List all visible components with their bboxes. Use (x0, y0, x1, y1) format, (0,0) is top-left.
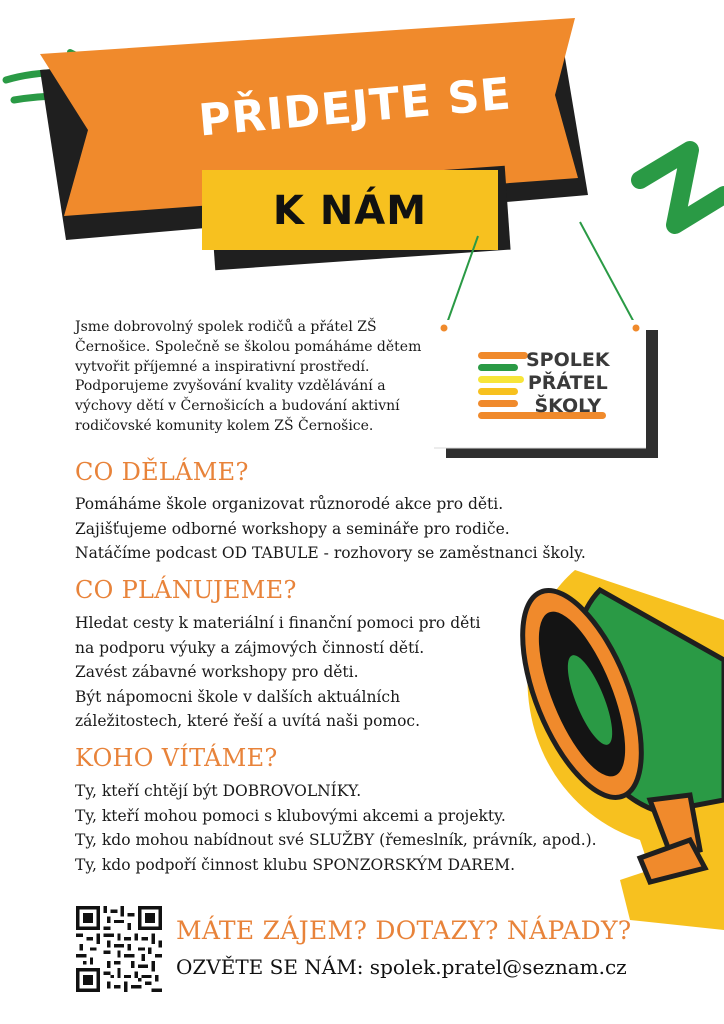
intro-paragraph: Jsme dobrovolný spolek rodičů a přátel ZŠ Černošice. Společně se školou pomáháme dětem vytvořit příjemné a inspirativní prostředí. Podporujeme zvyšování kvality vzdělávání a výchovy dětí v Černošicích a budování aktivní rodičovské komunity kolem ZŠ Černošice. (75, 319, 422, 434)
logo-line-1: SPOLEK (526, 349, 610, 371)
contact-email-line[interactable]: OZVĚTE SE NÁM: spolek.pratel@seznam.cz (176, 955, 627, 979)
section-heading-plans: CO PLÁNUJEME? (75, 576, 297, 604)
logo-line-2: PŘÁTEL (527, 372, 608, 394)
list-item: Ty, kdo podpoří činnost klubu SPONZORSKÝM DAREM. (75, 855, 516, 874)
green-zigzag-decoration (640, 150, 724, 225)
list-item: Být nápomocni škole v dalších aktuálních (75, 687, 401, 706)
section-list-welcome (75, 779, 597, 877)
section-heading-what-we-do: CO DĚLÁME? (75, 458, 249, 486)
logo-bar-green (478, 364, 518, 371)
list-item: Zajišťujeme odborné workshopy a semináře pro rodiče. (75, 519, 510, 538)
logo-text (526, 349, 610, 418)
list-item: Ty, kdo mohou nabídnout své SLUŽBY (řemeslník, právník, apod.). (75, 831, 597, 849)
section-list-plans (75, 611, 480, 734)
logo-bar-yellow (478, 376, 524, 383)
logo-line-3: ŠKOLY (534, 395, 602, 417)
section-list-what-we-do (75, 492, 586, 566)
list-item: Zavést zábavné workshopy pro děti. (75, 663, 359, 681)
contact-question: MÁTE ZÁJEM? DOTAZY? NÁPADY? (176, 916, 632, 945)
list-item: Pomáháme škole organizovat různorodé akce pro děti. (75, 495, 504, 513)
logo-bar-orange-2 (478, 400, 518, 407)
list-item: Hledat cesty k materiální i finanční pomoci pro děti (75, 614, 481, 632)
list-item: záležitostech, které řeší a uvítá naši pomoc. (75, 712, 421, 730)
list-item: Natáčíme podcast OD TABULE - rozhovory se zaměstnanci školy. (75, 544, 586, 562)
qr-code[interactable] (76, 906, 162, 992)
banner-subtitle: K NÁM (272, 188, 428, 234)
banner-title: PŘIDEJTE SE (196, 68, 514, 147)
logo-bar-yellow-2 (478, 388, 518, 395)
list-item: Ty, kteří mohou pomoci s klubovými akcemi a projekty. (75, 806, 506, 825)
section-heading-welcome: KOHO VÍTÁME? (75, 744, 278, 772)
logo-bar-orange (478, 352, 528, 359)
hanging-string-right (580, 222, 636, 326)
list-item: na podporu výuky a zájmových činností dětí. (75, 638, 425, 657)
list-item: Ty, kteří chtějí být DOBROVOLNÍKY. (75, 782, 362, 800)
